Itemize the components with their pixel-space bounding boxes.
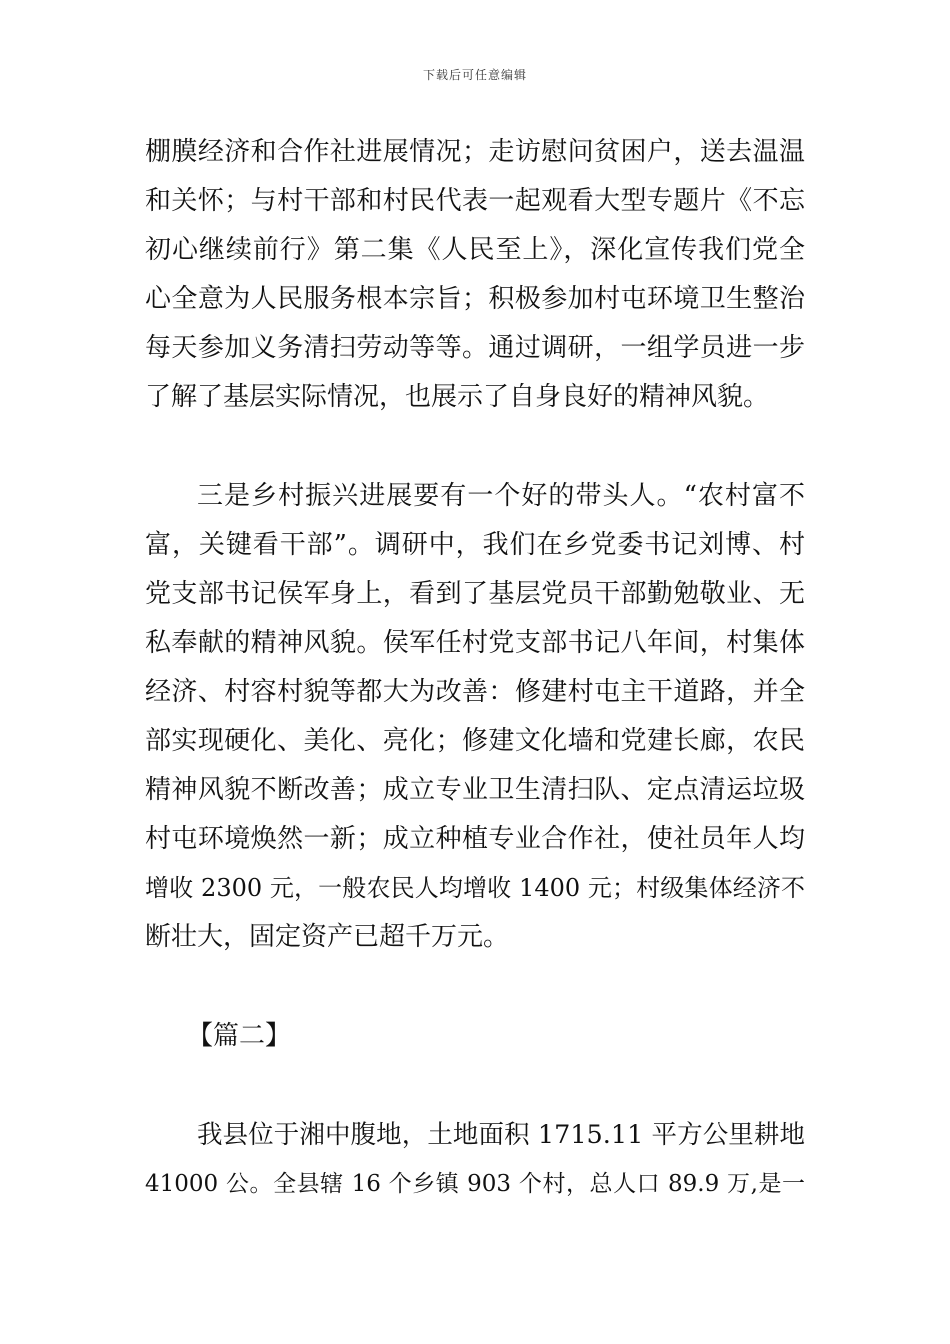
paragraph-2-line-3: 党支部书记侯军身上，看到了基层党员干部勤勉敬业、无 <box>145 579 805 609</box>
paragraph-1-line-6: 了解了基层实际情况，也展示了自身良好的精神风貌。 <box>145 382 770 412</box>
paragraph-2-line-2: 富，关键看干部”。调研中，我们在乡党委书记刘博、村 <box>145 530 805 560</box>
paragraph-2-line-10: 断壮大，固定资产已超千万元。 <box>145 922 510 952</box>
page-header: 下载后可任意编辑 <box>422 68 527 82</box>
paragraph-2-line-5: 经济、村容村貌等都大为改善：修建村屯主干道路，并全 <box>145 677 805 707</box>
paragraph-1-line-3: 初心继续前行》第二集《人民至上》，深化宣传我们党全 <box>145 235 805 265</box>
paragraph-2-line-1: 三是乡村振兴进展要有一个好的带头人。“农村富不 <box>197 481 805 511</box>
section-heading: 【篇二】 <box>187 1021 292 1051</box>
paragraph-2-line-4: 私奉献的精神风貌。侯军任村党支部书记八年间，村集体 <box>145 628 805 658</box>
paragraph-3-line-2: 41000 公。全县辖 16 个乡镇 903 个村，总人口 89.9 万,是一 <box>145 1171 805 1197</box>
paragraph-2-line-8: 村屯环境焕然一新；成立种植专业合作社，使社员年人均 <box>145 824 805 854</box>
paragraph-2-line-6: 部实现硬化、美化、亮化；修建文化墙和党建长廊，农民 <box>145 726 805 756</box>
paragraph-1-line-4: 心全意为人民服务根本宗旨；积极参加村屯环境卫生整治 <box>145 284 805 314</box>
paragraph-3-line-1: 我县位于湘中腹地，土地面积 1715.11 平方公里耕地 <box>197 1120 805 1150</box>
paragraph-1-line-5: 每天参加义务清扫劳动等等。通过调研，一组学员进一步 <box>145 333 805 363</box>
paragraph-1-line-2: 和关怀；与村干部和村民代表一起观看大型专题片《不忘 <box>145 186 805 216</box>
paragraph-2-line-9: 增收 2300 元，一般农民人均增收 1400 元；村级集体经济不 <box>145 874 805 902</box>
paragraph-2-line-7: 精神风貌不断改善；成立专业卫生清扫队、定点清运垃圾 <box>145 775 805 805</box>
paragraph-1-line-1: 棚膜经济和合作社进展情况；走访慰问贫困户，送去温温 <box>145 137 805 167</box>
